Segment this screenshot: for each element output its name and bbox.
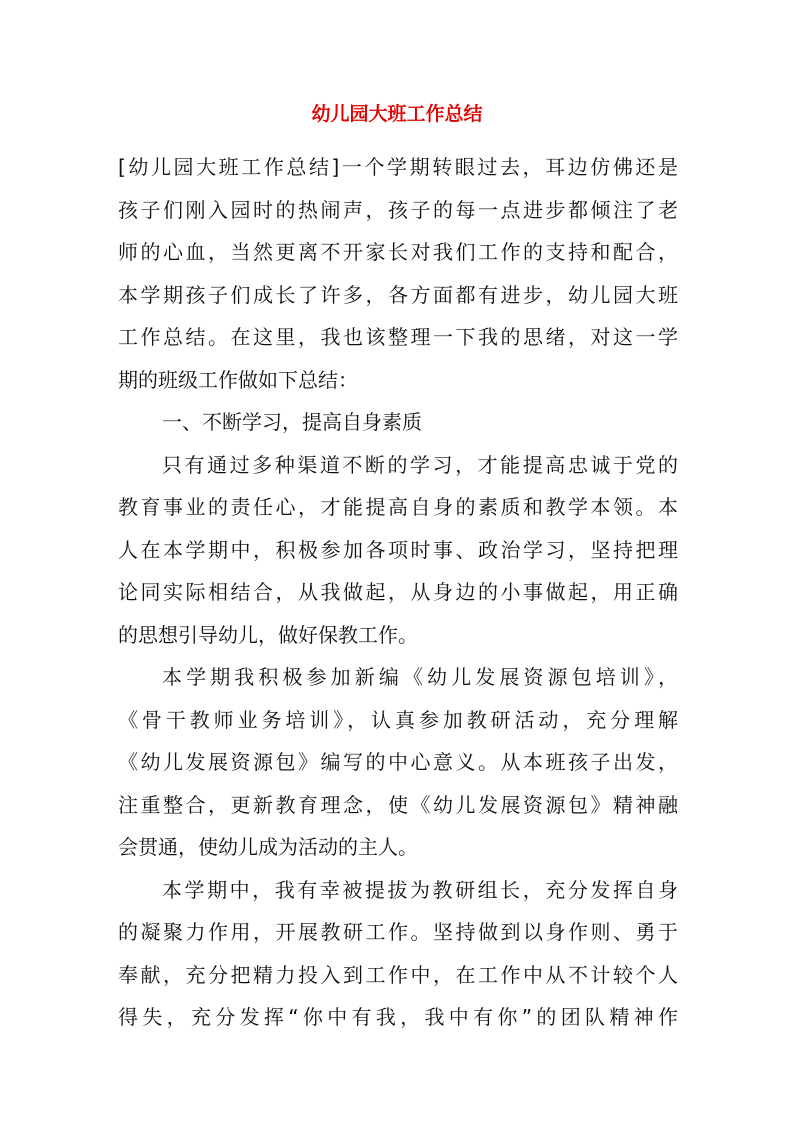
text-line: 《骨干教师业务培训》，认真参加教研活动，充分理解 <box>118 707 678 732</box>
text-line: 本学期中，我有幸被提拔为教研组长，充分发挥自身 <box>162 877 678 902</box>
document-title: 幼儿园大班工作总结 <box>311 103 483 125</box>
text-line: 奉献，充分把精力投入到工作中，在工作中从不计较个人 <box>118 962 678 987</box>
text-line: 的凝聚力作用，开展教研工作。坚持做到以身作则、勇于 <box>118 920 678 944</box>
text-line: 本学期孩子们成长了许多，各方面都有进步，幼儿园大班 <box>118 282 678 307</box>
text-line: 期的班级工作做如下总结： <box>118 367 358 392</box>
text-line: 师的心血，当然更离不开家长对我们工作的支持和配合， <box>118 240 678 264</box>
text-line: 人在本学期中，积极参加各项时事、政治学习，坚持把理 <box>118 537 678 562</box>
text-line: 会贯通，使幼儿成为活动的主人。 <box>118 835 418 859</box>
text-line: 工作总结。在这里，我也该整理一下我的思绪，对这一学 <box>118 325 678 349</box>
text-line: 本学期我积极参加新编《幼儿发展资源包培训》， <box>162 665 678 689</box>
text-line: 《幼儿发展资源包》编写的中心意义。从本班孩子出发， <box>118 750 678 774</box>
text-line: 的思想引导幼儿，做好保教工作。 <box>118 622 418 647</box>
text-line: 孩子们刚入园时的热闹声，孩子的每一点进步都倾注了老 <box>118 197 678 222</box>
document-body <box>118 146 678 1039</box>
text-line: [幼儿园大班工作总结]一个学期转眼过去，耳边仿佛还是 <box>118 155 678 179</box>
text-line: 只有通过多种渠道不断的学习，才能提高忠诚于党的 <box>162 452 678 477</box>
section-heading: 一、不断学习，提高自身素质 <box>162 410 422 434</box>
text-line: 论同实际相结合，从我做起，从身边的小事做起，用正确 <box>118 580 678 604</box>
text-line: 注重整合，更新教育理念，使《幼儿发展资源包》精神融 <box>118 792 678 817</box>
text-line: 教育事业的责任心，才能提高自身的素质和教学本领。本 <box>118 495 678 519</box>
text-line: 得失，充分发挥“你中有我，我中有你”的团队精神作 <box>118 1005 678 1029</box>
